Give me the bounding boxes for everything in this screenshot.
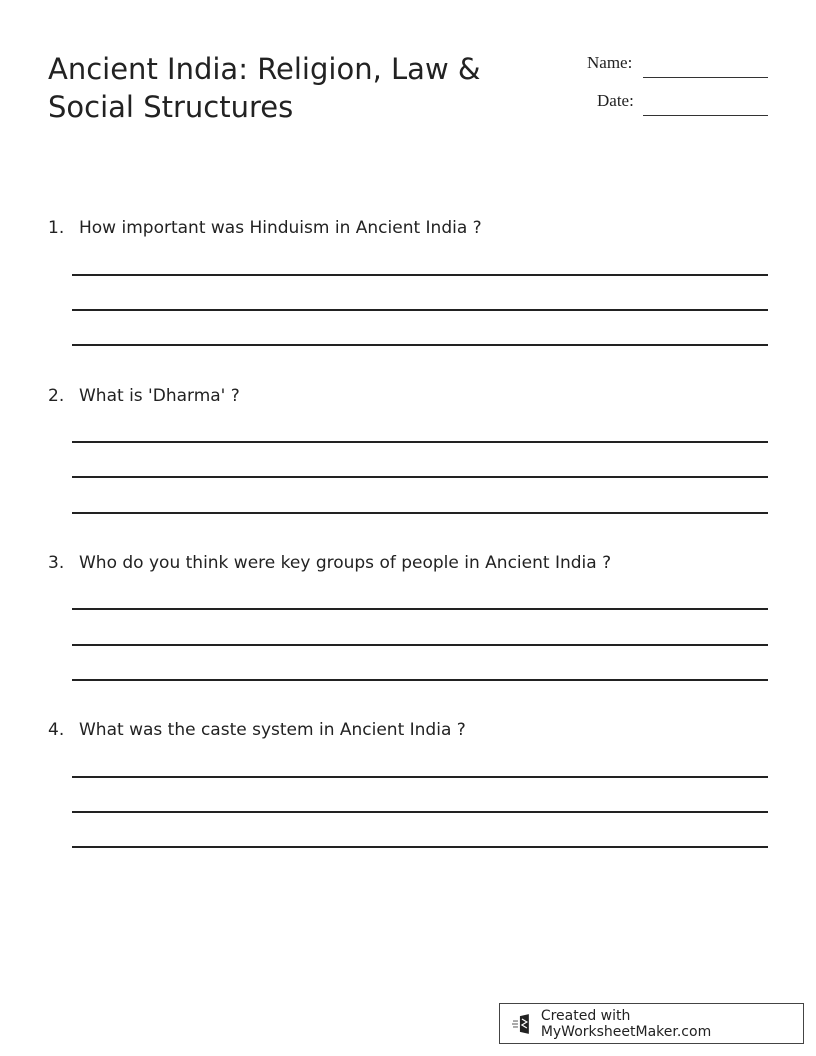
page-title: Ancient India: Religion, Law & Social Structures bbox=[48, 52, 481, 124]
question-3 bbox=[48, 553, 611, 573]
date-label: Date: bbox=[597, 91, 634, 110]
question-text: How important was Hinduism in Ancient India ? bbox=[79, 218, 482, 238]
answer-line[interactable] bbox=[72, 679, 768, 681]
question-text: Who do you think were key groups of people in Ancient India ? bbox=[79, 553, 612, 573]
answer-line[interactable] bbox=[72, 476, 768, 478]
answer-line[interactable] bbox=[72, 846, 768, 848]
question-number: 2. bbox=[48, 386, 65, 406]
answer-line[interactable] bbox=[72, 608, 768, 610]
answer-line[interactable] bbox=[72, 344, 768, 346]
question-2 bbox=[48, 386, 240, 406]
name-field-line[interactable] bbox=[643, 77, 768, 78]
answer-line[interactable] bbox=[72, 644, 768, 646]
answer-line[interactable] bbox=[72, 309, 768, 311]
answer-line[interactable] bbox=[72, 776, 768, 778]
footer-badge[interactable] bbox=[499, 1003, 804, 1044]
answer-line[interactable] bbox=[72, 441, 768, 443]
question-4 bbox=[48, 720, 466, 740]
answer-line[interactable] bbox=[72, 811, 768, 813]
answer-line[interactable] bbox=[72, 512, 768, 514]
footer-text: Created with MyWorksheetMaker.com bbox=[540, 1007, 712, 1040]
question-number: 1. bbox=[48, 218, 65, 238]
question-text: What is 'Dharma' ? bbox=[79, 386, 240, 406]
answer-line[interactable] bbox=[72, 274, 768, 276]
question-number: 3. bbox=[48, 553, 65, 573]
name-label: Name: bbox=[587, 53, 633, 72]
question-1 bbox=[48, 218, 482, 238]
worksheet-maker-logo-icon bbox=[512, 1013, 534, 1035]
date-field-line[interactable] bbox=[643, 115, 768, 116]
question-number: 4. bbox=[48, 720, 65, 740]
question-text: What was the caste system in Ancient India ? bbox=[79, 720, 466, 740]
